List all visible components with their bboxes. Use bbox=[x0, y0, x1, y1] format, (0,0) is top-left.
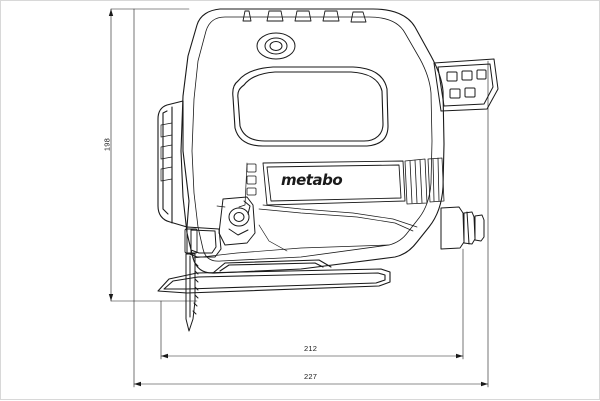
brand-wordmark: metabo bbox=[281, 171, 343, 189]
handle-grip-opening bbox=[233, 67, 388, 146]
dimension-label-height: 198 bbox=[102, 137, 112, 152]
dimension-lines bbox=[109, 9, 488, 387]
diagram-svg-wrapper bbox=[1, 1, 599, 399]
base-plate-shoe bbox=[158, 260, 390, 293]
jigsaw-technical-drawing bbox=[1, 1, 600, 401]
dimension-label-length-body: 212 bbox=[304, 344, 318, 353]
cable-strain-relief bbox=[441, 207, 484, 249]
body-inner-contour bbox=[192, 17, 432, 261]
top-vent-slots bbox=[243, 11, 366, 22]
switch-cluster bbox=[247, 164, 256, 195]
dimension-label-length-total: 227 bbox=[304, 372, 318, 381]
rear-grille-fins bbox=[405, 158, 444, 204]
top-adjust-knob bbox=[257, 33, 295, 59]
power-switch-block bbox=[434, 59, 498, 111]
